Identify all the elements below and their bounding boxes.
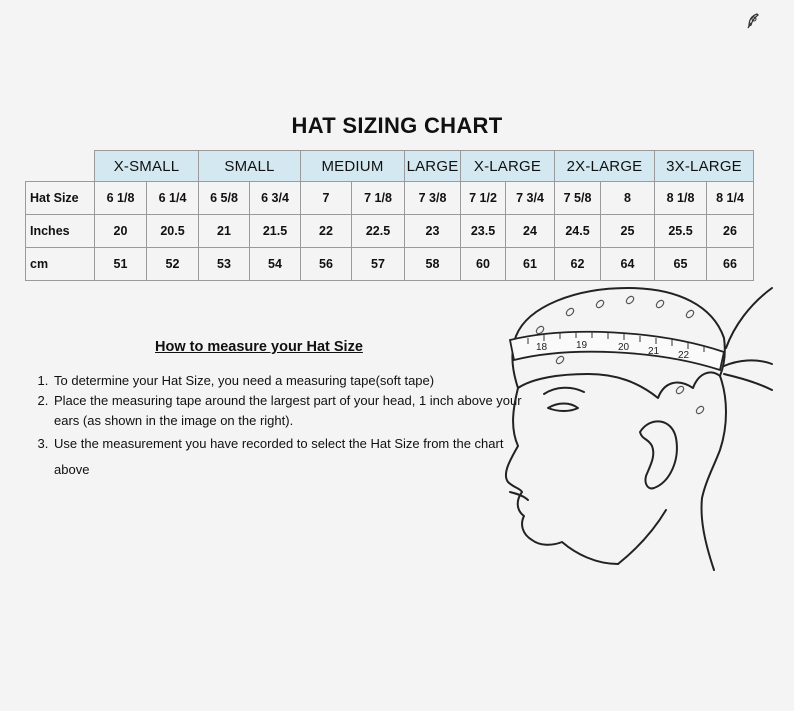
table-cell: 54: [250, 248, 301, 281]
face-profile: [506, 388, 618, 564]
jaw-line: [618, 510, 666, 564]
table-corner: [26, 151, 95, 182]
table-cell: 25.5: [655, 215, 707, 248]
instruction-step: 3. Use the measurement you have recorded to select the Hat Size from the chart above: [52, 431, 522, 483]
table-row-hat-size: [26, 182, 754, 215]
table-cell: 8 1/4: [707, 182, 754, 215]
table-cell: 65: [655, 248, 707, 281]
table-cell: 23: [405, 215, 461, 248]
table-cell: 6 5/8: [199, 182, 250, 215]
table-cell: 64: [601, 248, 655, 281]
size-group-medium: MEDIUM: [301, 151, 405, 182]
size-group-2x-large: 2X-LARGE: [555, 151, 655, 182]
table-cell: 61: [506, 248, 555, 281]
row-label: Inches: [26, 215, 95, 248]
ear-outline: [640, 421, 677, 488]
head-back: [702, 376, 727, 570]
table-cell: 6 1/8: [95, 182, 147, 215]
page-title: HAT SIZING CHART: [291, 113, 503, 138]
table-cell: 7 1/8: [352, 182, 405, 215]
size-group-x-large: X-LARGE: [461, 151, 555, 182]
table-cell: 7 3/4: [506, 182, 555, 215]
table-cell: 7: [301, 182, 352, 215]
table-cell: 51: [95, 248, 147, 281]
row-label: Hat Size: [26, 182, 95, 215]
hand-outline: [724, 288, 772, 390]
size-group-3x-large: 3X-LARGE: [655, 151, 754, 182]
table-cell: 58: [405, 248, 461, 281]
tape-mark: 22: [678, 350, 690, 361]
table-row-inches: [26, 215, 754, 248]
table-cell: 6 3/4: [250, 182, 301, 215]
table-cell: 53: [199, 248, 250, 281]
table-cell: 7 1/2: [461, 182, 506, 215]
table-cell: 20: [95, 215, 147, 248]
table-cell: 6 1/4: [147, 182, 199, 215]
instruction-step: 2. Place the measuring tape around the largest part of your head, 1 inch above your ears (as shown in the image on the right).: [52, 391, 522, 431]
table-cell: 60: [461, 248, 506, 281]
table-cell: 24.5: [555, 215, 601, 248]
table-cell: 66: [707, 248, 754, 281]
hat-size-table: [25, 150, 754, 281]
eyebrow: [544, 388, 584, 394]
table-cell: 56: [301, 248, 352, 281]
table-cell: 7 3/8: [405, 182, 461, 215]
size-group-header-row: [26, 151, 754, 182]
table-row-cm: [26, 248, 754, 281]
tape-mark: 18: [536, 342, 548, 353]
table-cell: 22.5: [352, 215, 405, 248]
size-group-large: LARGE: [405, 151, 461, 182]
tape-mark: 20: [618, 342, 630, 353]
table-cell: 26: [707, 215, 754, 248]
table-cell: 8: [601, 182, 655, 215]
size-group-x-small: X-SMALL: [95, 151, 199, 182]
table-cell: 62: [555, 248, 601, 281]
row-label: cm: [26, 248, 95, 281]
instructions-title: How to measure your Hat Size: [155, 339, 363, 355]
instructions-list: [30, 371, 522, 483]
table-cell: 24: [506, 215, 555, 248]
eye: [548, 404, 578, 412]
table-cell: 57: [352, 248, 405, 281]
tape-mark: 19: [576, 340, 588, 351]
instruction-step: 1. To determine your Hat Size, you need a measuring tape(soft tape): [52, 371, 522, 391]
table-cell: 21.5: [250, 215, 301, 248]
tape-mark: 21: [648, 346, 660, 357]
table-cell: 7 5/8: [555, 182, 601, 215]
head-measurement-illustration: [488, 278, 778, 578]
table-cell: 52: [147, 248, 199, 281]
table-cell: 22: [301, 215, 352, 248]
table-cell: 8 1/8: [655, 182, 707, 215]
size-group-small: SMALL: [199, 151, 301, 182]
table-cell: 21: [199, 215, 250, 248]
table-cell: 23.5: [461, 215, 506, 248]
measuring-tape: [510, 332, 724, 370]
feather-pen-icon[interactable]: [742, 10, 764, 32]
table-cell: 20.5: [147, 215, 199, 248]
table-cell: 25: [601, 215, 655, 248]
